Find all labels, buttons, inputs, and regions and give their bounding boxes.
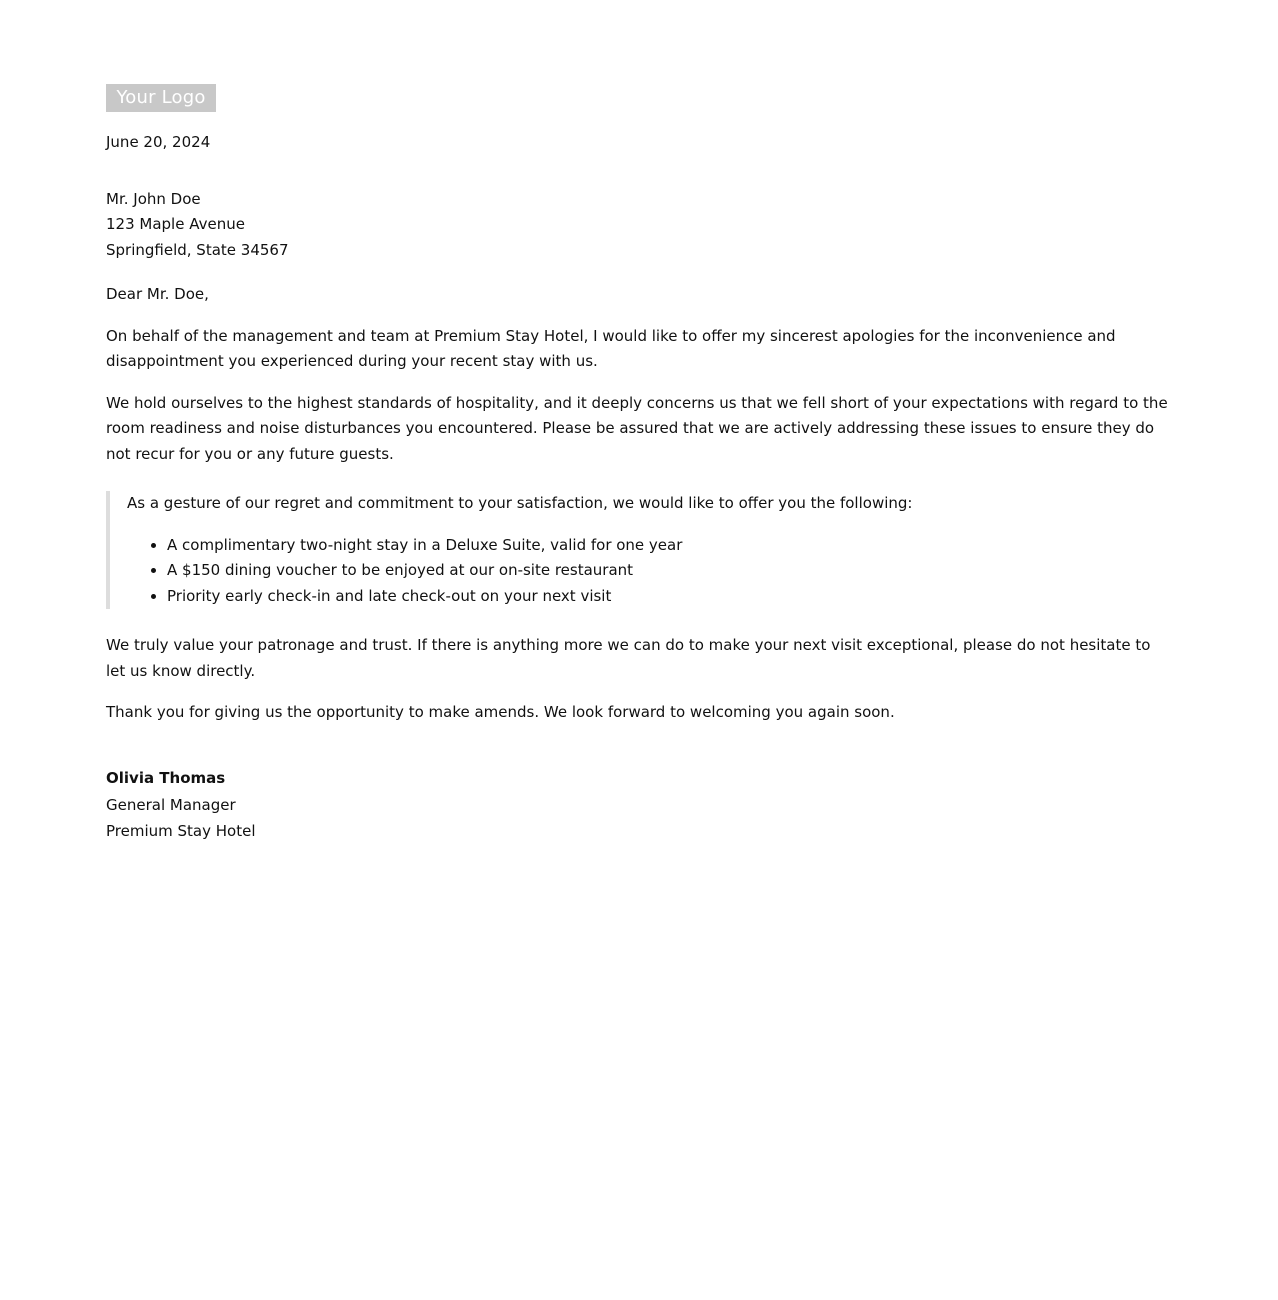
- body-paragraph-standards: We hold ourselves to the highest standards of hospitality, and it deeply concerns us that we fell short of your expectations with regard to the room readiness and noise disturbances you encountered. Please be assured that we are actively addressing these issues to ensure they do not recur for you or any future guests.: [106, 393, 1168, 463]
- offer-item: • Priority early check-in and late check-out on your next visit: [167, 584, 1172, 610]
- body-paragraph-apology: On behalf of the management and team at Premium Stay Hotel, I would like to offer my sincerest apologies for the inconvenience and disappointment you experienced during your recent stay with us.: [106, 326, 1116, 370]
- letter-date: June 20, 2024: [106, 133, 211, 151]
- signature-title: General Manager: [106, 796, 236, 814]
- logo-placeholder: Your Logo: [106, 84, 216, 112]
- offer-blockquote: [106, 491, 1172, 609]
- recipient-address: [106, 187, 1172, 264]
- salutation: Dear Mr. Doe,: [106, 285, 209, 303]
- recipient-city: Springfield, State 34567: [106, 240, 289, 259]
- signature-name: Olivia Thomas: [106, 768, 226, 787]
- recipient-street: 123 Maple Avenue: [106, 215, 245, 233]
- signature-company: Premium Stay Hotel: [106, 821, 256, 840]
- signature-block: [106, 766, 1172, 845]
- offer-item: • A $150 dining voucher to be enjoyed at our on-site restaurant: [167, 558, 1172, 584]
- body-paragraph-thanks: Thank you for giving us the opportunity to make amends. We look forward to welcoming you again soon.: [106, 703, 895, 721]
- offer-intro: As a gesture of our regret and commitment to your satisfaction, we would like to offer you the following:: [127, 494, 913, 512]
- offer-list: [127, 533, 1172, 610]
- recipient-name: Mr. John Doe: [106, 189, 201, 208]
- body-paragraph-value: We truly value your patronage and trust. If there is anything more we can do to make your next visit exceptional, please do not hesitate to let us know directly.: [106, 636, 1151, 680]
- offer-item: • A complimentary two-night stay in a Deluxe Suite, valid for one year: [167, 533, 1172, 559]
